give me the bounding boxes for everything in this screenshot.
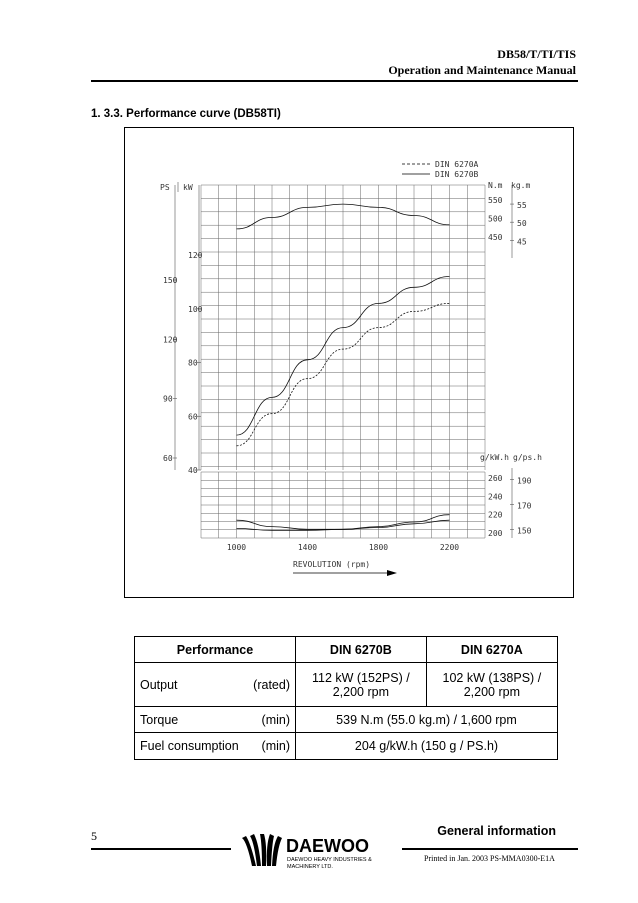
torque-qualifier: (min) (261, 712, 290, 727)
axis-nm-label: N.m (488, 181, 503, 190)
legend-a-label: DIN 6270A (435, 160, 479, 169)
table-row-torque (135, 707, 558, 733)
table-row-fuel (135, 733, 558, 760)
kw-tick-label: 40 (188, 466, 198, 475)
daewoo-subtitle-1: DAEWOO HEAVY INDUSTRIES & (287, 857, 372, 863)
daewoo-logo (238, 832, 403, 874)
table-row-output (135, 663, 558, 707)
footer-rule-right (402, 848, 578, 850)
section-title: 1. 3.3. Performance curve (DB58TI) (91, 108, 281, 120)
x-tick-label: 1000 (226, 543, 247, 552)
ps-tick-label: 60 (163, 454, 173, 463)
fuel-label: Fuel consumption (140, 739, 239, 753)
axis-kw-label: kW (183, 183, 193, 192)
x-tick-label: 1400 (297, 543, 318, 552)
output-label-cell (135, 663, 296, 707)
kgm-tick-label: 45 (517, 237, 527, 247)
x-tick-label: 1800 (368, 543, 389, 552)
torque-label: Torque (140, 712, 179, 727)
header-performance: Performance (135, 637, 296, 663)
fuel-label-cell (135, 733, 296, 760)
output-din-b: 112 kW (152PS) / 2,200 rpm (296, 663, 427, 707)
gkwh-tick-label: 260 (488, 474, 503, 483)
gpsh-tick-label: 150 (517, 526, 532, 536)
x-axis-label: REVOLUTION (rpm) (293, 560, 371, 569)
output-label: Output (140, 677, 178, 692)
axis-gkwh-label: g/kW.h (480, 453, 509, 462)
kw-tick-label: 120 (188, 251, 203, 260)
header-rule (91, 80, 578, 82)
page-number: 5 (91, 829, 97, 843)
axis-gpsh-label: g/ps.h (513, 453, 542, 462)
legend-b-label: DIN 6270B (435, 170, 479, 179)
output-din-a: 102 kW (138PS) / 2,200 rpm (426, 663, 557, 707)
table-header-row (135, 637, 558, 663)
footer-section-title: General information (437, 824, 556, 838)
fuel-qualifier: (min) (261, 739, 290, 753)
header-manual-title: Operation and Maintenance Manual (388, 63, 576, 77)
nm-tick-label: 450 (488, 233, 503, 242)
chart-grid (173, 185, 514, 538)
performance-table (134, 636, 558, 760)
ps-tick-label: 120 (163, 335, 178, 345)
x-axis-arrow-head (387, 570, 397, 576)
gkwh-tick-label: 200 (488, 529, 503, 538)
daewoo-logo-mark (242, 834, 282, 866)
torque-value: 539 N.m (55.0 kg.m) / 1,600 rpm (296, 707, 558, 733)
nm-tick-label: 550 (488, 196, 503, 205)
fuel-value: 204 g/kW.h (150 g / PS.h) (296, 733, 558, 760)
x-tick-label: 2200 (439, 543, 460, 552)
gkwh-tick-label: 220 (488, 510, 503, 520)
gkwh-tick-label: 240 (488, 492, 503, 502)
chart-labels (163, 196, 532, 552)
daewoo-subtitle-2: MACHINERY LTD. (287, 864, 333, 870)
output-qualifier: (rated) (253, 677, 290, 692)
gpsh-tick-label: 190 (517, 476, 532, 486)
axis-kgm-label: kg.m (511, 181, 531, 190)
header-model: DB58/T/TI/TIS (497, 47, 576, 61)
gpsh-tick-label: 170 (517, 501, 532, 511)
nm-tick-label: 500 (488, 214, 503, 224)
axis-ps-label: PS (160, 183, 170, 192)
footer-rule-left (91, 848, 231, 850)
ps-tick-label: 90 (163, 394, 173, 404)
printed-info: Printed in Jan. 2003 PS-MMA0300-E1A (424, 854, 555, 863)
daewoo-wordmark: DAEWOO (286, 836, 369, 856)
performance-chart-svg (125, 128, 575, 599)
performance-chart (124, 127, 574, 598)
kgm-tick-label: 50 (517, 219, 527, 229)
header-din-6270a: DIN 6270A (426, 637, 557, 663)
kw-tick-label: 60 (188, 412, 198, 422)
header-din-6270b: DIN 6270B (296, 637, 427, 663)
kw-tick-label: 100 (188, 304, 203, 314)
ps-tick-label: 150 (163, 276, 178, 285)
torque-label-cell (135, 707, 296, 733)
kgm-tick-label: 55 (517, 201, 527, 211)
kw-tick-label: 80 (188, 358, 198, 368)
